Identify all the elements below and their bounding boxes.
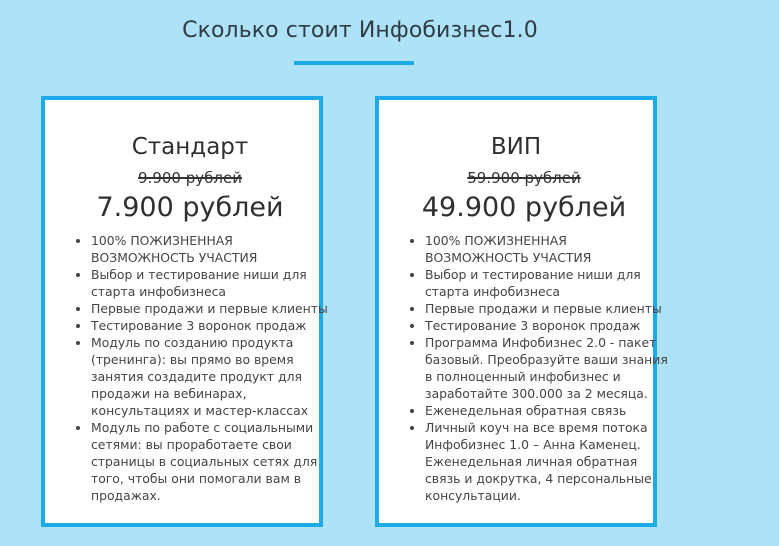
old-price: 59.900 рублей	[467, 169, 581, 187]
feature-item: • Первые продажи и первые клиенты	[91, 300, 331, 317]
feature-item: • Выбор и тестирование ниши для старта инфобизнеса	[425, 266, 671, 300]
page-title: Сколько стоит Инфобизнес1.0	[182, 18, 538, 43]
feature-item: • 100% ПОЖИЗНЕННАЯ ВОЗМОЖНОСТЬ УЧАСТИЯ	[91, 232, 331, 266]
current-price: 49.900 рублей	[421, 192, 627, 223]
plan-name: Стандарт	[131, 134, 249, 160]
current-price: 7.900 рублей	[96, 192, 284, 223]
feature-item: • Выбор и тестирование ниши для старта инфобизнеса	[91, 266, 331, 300]
feature-item: • Тестирование 3 воронок продаж	[91, 317, 331, 334]
pricing-card-standard	[41, 96, 328, 527]
title-underline-divider	[294, 61, 414, 65]
feature-item: • Первые продажи и первые клиенты	[425, 300, 671, 317]
feature-item: • Тестирование 3 воронок продаж	[425, 317, 671, 334]
feature-item: • Еженедельная обратная связь	[425, 402, 671, 419]
plan-name: ВИП	[490, 134, 542, 160]
old-price: 9.900 рублей	[138, 169, 242, 187]
feature-item: • Модуль по работе с социальными сетями: вы проработаете свои страницы в социальных сетях для того, чтобы они помогали вам в продажах.	[91, 419, 331, 504]
feature-list	[69, 232, 331, 504]
feature-item: • Личный коуч на все время потока Инфобизнес 1.0 – Анна Каменец. Еженедельная личная обратная связь и докрутка, 4 персональные консультации.	[425, 419, 671, 504]
feature-item: • Модуль по созданию продукта (тренинга): вы прямо во время занятия создадите продукт для продажи на вебинарах, консультациях и мастер-классах	[91, 334, 331, 419]
pricing-card-vip	[375, 96, 668, 527]
feature-item: • 100% ПОЖИЗНЕННАЯ ВОЗМОЖНОСТЬ УЧАСТИЯ	[425, 232, 671, 266]
feature-item: • Программа Инфобизнес 2.0 - пакет базовый. Преобразуйте ваши знания в полноценный инфобизнес и заработайте 300.000 за 2 месяца.	[425, 334, 671, 402]
feature-list	[403, 232, 671, 504]
